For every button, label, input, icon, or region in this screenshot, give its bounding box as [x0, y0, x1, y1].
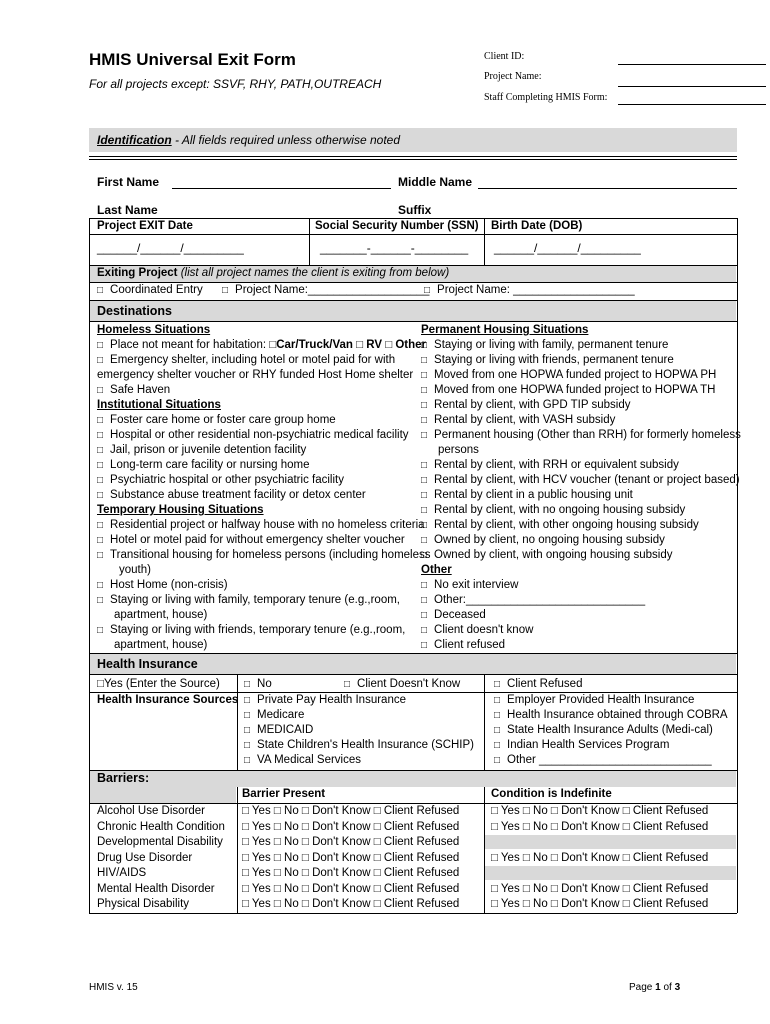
source-state-adults[interactable]: □ State Health Insurance Adults (Medi-cal)	[494, 723, 728, 738]
form-title: HMIS Universal Exit Form	[89, 50, 296, 69]
page-current: 1	[655, 982, 661, 993]
permanent-heading: Permanent Housing Situations	[421, 324, 589, 336]
destination-emergency-shelter[interactable]: □ Emergency shelter, including hotel or motel paid for with	[97, 353, 417, 368]
table-border	[89, 282, 737, 283]
destination-friends-temporary[interactable]: □ Staying or living with friends, temporary tenure (e.g.,room,	[97, 623, 417, 638]
table-border	[89, 300, 90, 653]
destination-hospital[interactable]: □ Hospital or other residential non-psychiatric medical facility	[97, 428, 417, 443]
barrier-physical: Physical Disability	[97, 898, 190, 910]
last-name-label: Last Name	[97, 203, 158, 217]
ssn-label: Social Security Number (SSN)	[315, 220, 479, 232]
source-schip[interactable]: □ State Children's Health Insurance (SCHIP)	[244, 738, 474, 753]
destinations-heading: Destinations	[97, 304, 173, 318]
project-name-checkbox-2[interactable]: □ Project Name: ___________________	[424, 284, 635, 296]
list-item[interactable]	[97, 338, 427, 353]
page-number	[629, 982, 680, 993]
destination-family-permanent[interactable]: □ Staying or living with family, permanent tenure	[421, 338, 733, 353]
condition-indefinite-header: Condition is Indefinite	[491, 788, 612, 800]
barrier-drug: Drug Use Disorder	[97, 851, 193, 864]
barriers-heading: Barriers:	[97, 771, 150, 785]
health-insurance-heading: Health Insurance	[97, 657, 198, 671]
barriers-corner	[90, 787, 236, 803]
table-border	[89, 218, 737, 219]
indefinite-developmental-na	[491, 835, 708, 851]
identification-title: Identification	[97, 133, 172, 147]
page-total: 3	[674, 982, 681, 993]
destination-transitional-cont: youth)	[119, 564, 151, 576]
form-subtitle: For all projects except: SSVF, RHY, PATH,OUTREACH	[89, 77, 382, 91]
barrier-hiv: HIV/AIDS	[97, 867, 147, 879]
table-border	[484, 674, 485, 770]
table-border	[89, 913, 737, 914]
destinations-left-column	[97, 323, 431, 653]
table-border	[309, 218, 310, 265]
destination-client-refused[interactable]: □ Client refused	[421, 638, 733, 653]
health-refused-checkbox[interactable]: □ Client Refused	[494, 678, 582, 690]
barriers-bar	[90, 771, 736, 787]
destination-client-doesnt-know[interactable]: □ Client doesn't know	[421, 623, 733, 638]
indefinite-mental[interactable]: □ Yes □ No □ Don't Know □ Client Refused	[491, 882, 709, 895]
middle-name-label: Middle Name	[398, 175, 473, 189]
destination-residential[interactable]: □ Residential project or halfway house with no homeless criteria	[97, 518, 417, 533]
identification-note: - All fields required unless otherwise noted	[171, 133, 401, 147]
source-other[interactable]: □ Other ___________________________	[494, 753, 728, 768]
table-border	[484, 787, 485, 913]
ssn-field[interactable]: _______-______-________	[320, 241, 469, 255]
barrier-present-alcohol[interactable]: □ Yes □ No □ Don't Know □ Client Refused	[242, 805, 460, 817]
barrier-developmental: Developmental Disability	[97, 836, 223, 848]
destination-hopwa-th[interactable]: □ Moved from one HOPWA funded project to HOPWA TH	[421, 383, 733, 398]
project-name-field[interactable]	[618, 86, 766, 87]
suffix-label: Suffix	[398, 203, 432, 217]
destination-family-temporary-cont: apartment, house)	[114, 609, 208, 621]
barrier-present-developmental[interactable]: □ Yes □ No □ Don't Know □ Client Refused	[242, 836, 460, 848]
exit-date-label: Project EXIT Date	[97, 220, 193, 232]
institutional-heading: Institutional Situations	[97, 399, 221, 411]
destination-permanent-housing[interactable]: □ Permanent housing (Other than RRH) for formerly homeless	[421, 428, 733, 443]
destination-owned-subsidy[interactable]: □ Owned by client, with ongoing housing subsidy	[421, 548, 733, 563]
destination-no-exit-interview[interactable]: □ No exit interview	[421, 578, 733, 593]
indefinite-hiv-na	[491, 866, 708, 882]
table-border	[737, 218, 738, 308]
first-name-label: First Name	[97, 175, 160, 189]
exiting-project-label: Exiting Project	[97, 267, 178, 279]
client-id-label: Client ID:	[484, 51, 525, 62]
barrier-mental: Mental Health Disorder	[97, 882, 215, 895]
source-private-pay[interactable]: □ Private Pay Health Insurance	[244, 693, 474, 708]
source-cobra[interactable]: □ Health Insurance obtained through COBRA	[494, 708, 728, 723]
source-medicaid[interactable]: □ MEDICAID	[244, 723, 474, 738]
homeless-heading: Homeless Situations	[97, 324, 211, 336]
destination-hcv[interactable]: □ Rental by client, with HCV voucher (tenant or project based)	[421, 473, 733, 488]
destination-permanent-housing-cont: persons	[438, 444, 479, 456]
health-no-checkbox[interactable]: □ No	[244, 678, 272, 690]
staff-label: Staff Completing HMIS Form:	[484, 92, 608, 103]
barrier-present-physical[interactable]: □ Yes □ No □ Don't Know □ Client Refused	[242, 898, 460, 910]
first-name-field[interactable]	[172, 188, 391, 189]
dob-label: Birth Date (DOB)	[491, 220, 583, 232]
source-medicare[interactable]: □ Medicare	[244, 708, 474, 723]
other-heading: Other	[421, 564, 452, 576]
destination-family-temporary[interactable]: □ Staying or living with family, temporary tenure (e.g.,room,	[97, 593, 417, 608]
table-border	[737, 653, 738, 770]
barrier-present-drug[interactable]: □ Yes □ No □ Don't Know □ Client Refused	[242, 851, 460, 864]
coordinated-entry-checkbox[interactable]: □ Coordinated Entry	[97, 284, 203, 296]
page-of: of	[660, 982, 675, 993]
indefinite-drug[interactable]: □ Yes □ No □ Don't Know □ Client Refused	[491, 851, 709, 864]
destination-vash[interactable]: □ Rental by client, with VASH subsidy	[421, 413, 733, 428]
table-border	[484, 218, 485, 265]
destination-no-subsidy[interactable]: □ Rental by client, with no ongoing housing subsidy	[421, 503, 733, 518]
project-name-label: Project Name:	[484, 71, 542, 82]
barrier-alcohol: Alcohol Use Disorder	[97, 805, 206, 817]
identification-heading	[97, 133, 400, 147]
table-border	[89, 321, 737, 322]
table-border	[89, 653, 90, 770]
health-sources-label: Health Insurance Sources	[97, 694, 239, 706]
client-id-field[interactable]	[618, 64, 766, 65]
destination-friends-temporary-cont: apartment, house)	[114, 639, 208, 651]
destination-hopwa-ph[interactable]: □ Moved from one HOPWA funded project to HOPWA PH	[421, 368, 733, 383]
barrier-labels	[97, 804, 225, 913]
source-va[interactable]: □ VA Medical Services	[244, 753, 474, 768]
condition-indefinite-choices	[491, 804, 708, 913]
destination-public-housing[interactable]: □ Rental by client in a public housing unit	[421, 488, 733, 503]
health-sources-left	[244, 693, 474, 768]
source-employer[interactable]: □ Employer Provided Health Insurance	[494, 693, 728, 708]
staff-field[interactable]	[618, 104, 766, 105]
temporary-heading: Temporary Housing Situations	[97, 504, 264, 516]
barrier-present-chronic[interactable]: □ Yes □ No □ Don't Know □ Client Refused	[242, 820, 460, 833]
divider	[89, 159, 737, 160]
table-border	[237, 674, 238, 770]
form-version: HMIS v. 15	[89, 982, 138, 993]
divider	[89, 156, 737, 157]
destination-emergency-shelter-cont: emergency shelter voucher or RHY funded Host Home shelter	[97, 369, 414, 381]
health-dont-know-checkbox[interactable]: □ Client Doesn't Know	[344, 678, 460, 690]
project-name-checkbox-1[interactable]: □ Project Name:___________________	[222, 284, 429, 296]
destination-foster-care[interactable]: □ Foster care home or foster care group home	[97, 413, 417, 428]
exiting-project-heading	[97, 267, 449, 279]
table-border	[89, 218, 90, 308]
exiting-project-note: (list all project names the client is exiting from below)	[177, 267, 450, 279]
habitation-options[interactable]: □Car/Truck/Van □ RV □ Other	[269, 339, 427, 351]
destination-habitation[interactable]: □ Place not meant for habitation:	[97, 339, 266, 351]
table-border	[737, 770, 738, 913]
table-border	[89, 234, 737, 235]
middle-name-field[interactable]	[478, 188, 737, 189]
destination-psychiatric[interactable]: □ Psychiatric hospital or other psychiatric facility	[97, 473, 417, 488]
barrier-present-header: Barrier Present	[242, 788, 326, 800]
health-yes-checkbox[interactable]: □Yes (Enter the Source)	[97, 678, 220, 690]
indefinite-chronic[interactable]: □ Yes □ No □ Don't Know □ Client Refused	[491, 820, 709, 833]
destination-owned-no-subsidy[interactable]: □ Owned by client, no ongoing housing subsidy	[421, 533, 733, 548]
destination-gpd-tip[interactable]: □ Rental by client, with GPD TIP subsidy	[421, 398, 733, 413]
table-border	[89, 674, 737, 675]
indefinite-physical[interactable]: □ Yes □ No □ Don't Know □ Client Refused	[491, 898, 709, 910]
table-border	[89, 770, 90, 913]
destination-friends-permanent[interactable]: □ Staying or living with friends, permanent tenure	[421, 353, 733, 368]
destinations-bar	[90, 301, 736, 321]
barrier-present-choices	[242, 804, 459, 913]
source-indian-health[interactable]: □ Indian Health Services Program	[494, 738, 728, 753]
exit-date-field[interactable]: ______/______/_________	[97, 241, 244, 255]
barrier-present-hiv[interactable]: □ Yes □ No □ Don't Know □ Client Refused	[242, 867, 460, 879]
destination-long-term-care[interactable]: □ Long-term care facility or nursing home	[97, 458, 417, 473]
destination-rrh[interactable]: □ Rental by client, with RRH or equivalent subsidy	[421, 458, 733, 473]
destination-substance-abuse[interactable]: □ Substance abuse treatment facility or detox center	[97, 488, 417, 503]
page-prefix: Page	[629, 982, 656, 993]
destinations-right-column	[421, 323, 741, 653]
table-border	[237, 787, 238, 913]
barrier-present-mental[interactable]: □ Yes □ No □ Don't Know □ Client Refused	[242, 882, 460, 895]
destination-transitional[interactable]: □ Transitional housing for homeless persons (including homeless	[97, 548, 417, 563]
destination-deceased[interactable]: □ Deceased	[421, 608, 733, 623]
destination-jail[interactable]: □ Jail, prison or juvenile detention facility	[97, 443, 417, 458]
destination-hotel-motel[interactable]: □ Hotel or motel paid for without emergency shelter voucher	[97, 533, 417, 548]
destination-host-home[interactable]: □ Host Home (non-crisis)	[97, 578, 417, 593]
destination-safe-haven[interactable]: □ Safe Haven	[97, 383, 417, 398]
destination-other[interactable]: □ Other:____________________________	[421, 593, 733, 608]
dob-field[interactable]: ______/______/_________	[494, 241, 641, 255]
barrier-chronic: Chronic Health Condition	[97, 820, 225, 833]
indefinite-alcohol[interactable]: □ Yes □ No □ Don't Know □ Client Refused	[491, 805, 709, 817]
health-sources-right	[494, 693, 728, 768]
destination-other-subsidy[interactable]: □ Rental by client, with other ongoing housing subsidy	[421, 518, 733, 533]
